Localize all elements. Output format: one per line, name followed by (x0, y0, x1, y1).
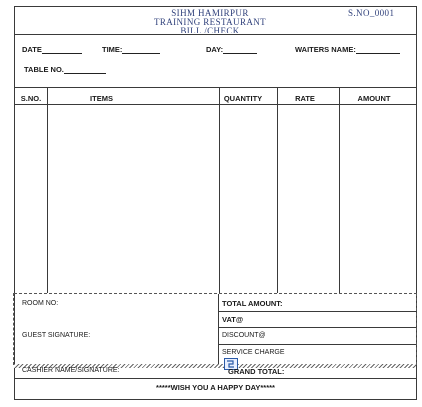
footer-dashed-left (13, 293, 14, 365)
column-header-divider (14, 104, 417, 105)
info-divider (14, 87, 417, 88)
date-field[interactable] (22, 45, 82, 54)
col-header-amount: AMOUNT (357, 94, 391, 103)
bill-title: BILL /CHECK (180, 27, 240, 33)
day-blank[interactable] (223, 46, 257, 54)
restaurant-name: TRAINING RESTAURANT (153, 17, 267, 27)
day-field[interactable] (206, 45, 257, 54)
vat-label: VAT@ (222, 315, 244, 324)
table-blank[interactable] (64, 66, 106, 74)
footer-dashed-right (416, 293, 417, 365)
right-row-line-2 (219, 327, 416, 328)
total-amount-label: TOTAL AMOUNT: (222, 299, 283, 308)
service-charge-label: SERVICE CHARGE (222, 349, 285, 356)
time-field[interactable] (102, 45, 160, 54)
date-blank[interactable] (42, 46, 82, 54)
outer-border-top (14, 6, 417, 7)
date-label: DATE (22, 45, 42, 54)
col-sep-3 (277, 87, 278, 293)
day-label: DAY: (206, 45, 224, 54)
wish-message: *****WISH YOU A HAPPY DAY***** (156, 383, 275, 392)
table-label: TABLE NO. (24, 65, 64, 74)
serial-number: S.NO_0001 (348, 8, 395, 18)
time-label: TIME: (102, 45, 123, 54)
col-header-items: ITEMS (90, 94, 113, 103)
room-number-label: ROOM NO: (22, 300, 59, 307)
footer-center-divider (218, 294, 219, 365)
col-header-quantity: QUANTITY (223, 94, 263, 103)
outer-border-bottom (14, 399, 417, 400)
outer-border-left (14, 6, 15, 400)
institute-name: SIHM HAMIRPUR (171, 8, 249, 18)
grand-total-label: GRAND TOTAL: (228, 367, 285, 376)
table-field[interactable] (24, 65, 106, 74)
footer-dashed-top (14, 293, 417, 294)
right-row-line-1 (219, 311, 416, 312)
cashier-label: CASHIER NAME/SIGNATURE: (22, 367, 120, 374)
right-row-line-3 (219, 344, 416, 345)
discount-label: DISCOUNT@ (222, 332, 266, 339)
waiter-blank[interactable] (356, 46, 400, 54)
col-sep-4 (339, 87, 340, 293)
col-sep-1 (47, 87, 48, 293)
header-divider (14, 34, 417, 35)
guest-signature-label: GUEST SIGNATURE: (22, 332, 91, 339)
waiter-label: WAITERS NAME: (295, 45, 356, 54)
waiter-field[interactable] (295, 45, 400, 54)
col-sep-2 (219, 87, 220, 293)
col-header-sno: S.NO. (20, 94, 42, 103)
wish-divider (14, 378, 417, 379)
time-blank[interactable] (122, 46, 160, 54)
col-header-rate: RATE (295, 94, 315, 103)
